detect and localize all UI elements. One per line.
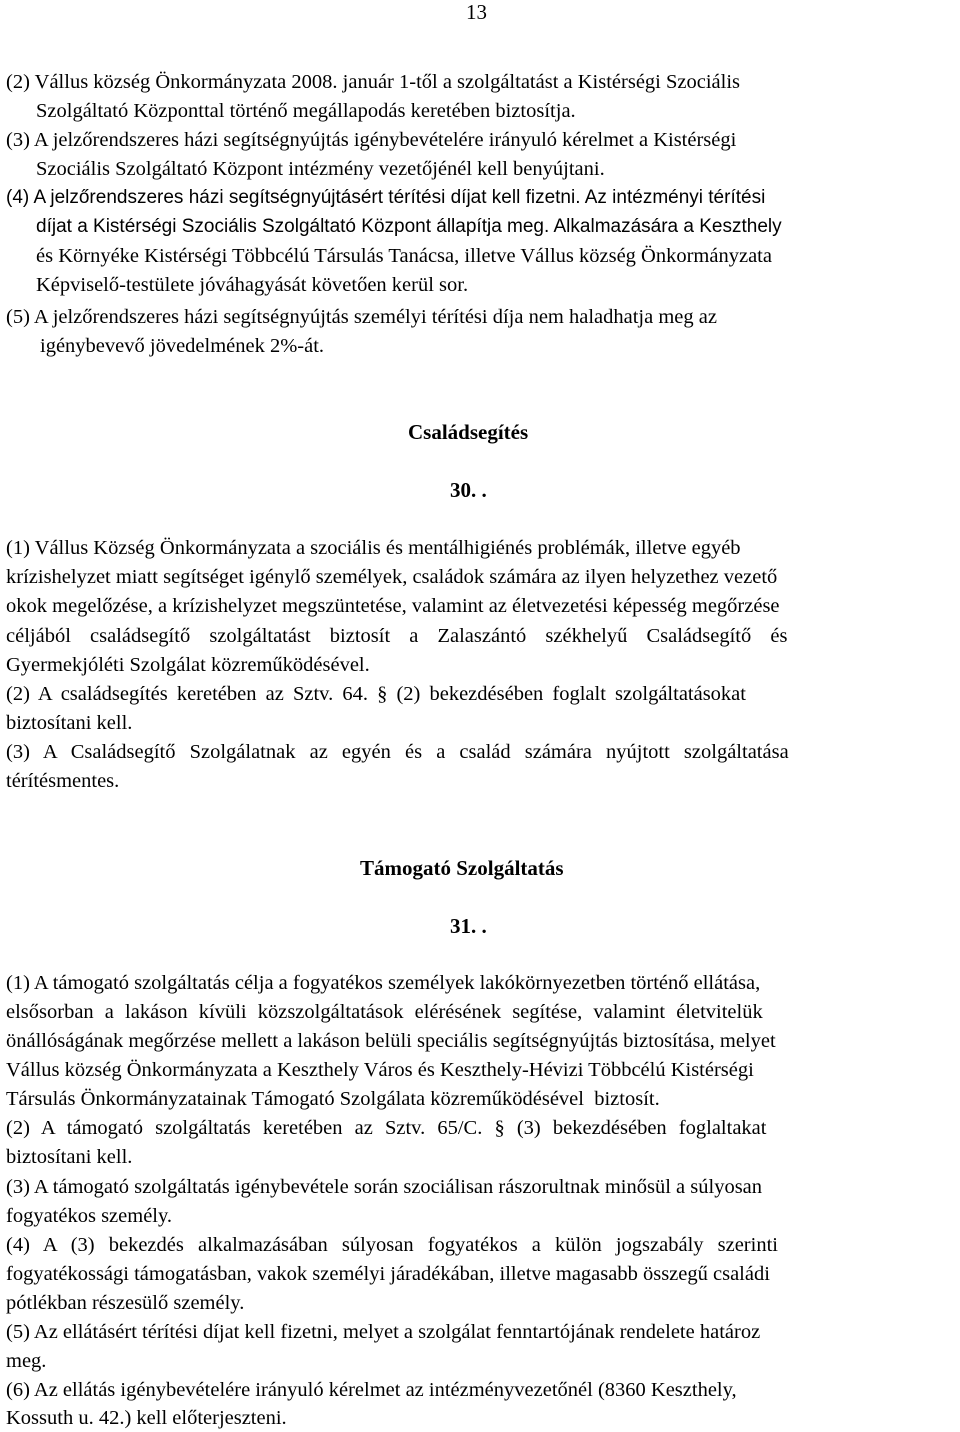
paragraph-line: Képviselő-testülete jóváhagyását követően kerül sor.: [36, 274, 469, 296]
paragraph-line: fogyatékos személy.: [6, 1205, 173, 1227]
paragraph-line: Szolgáltató Központtal történő megállapodás keretében biztosítja.: [36, 100, 576, 122]
paragraph-line: pótlékban részesülő személy.: [6, 1292, 245, 1314]
paragraph-line: Szociális Szolgáltató Központ intézmény vezetőjénél kell benyújtani.: [36, 158, 605, 180]
paragraph-line: krízishelyzet miatt segítséget igénylő személyek, családok számára az ilyen helyzethez vezető: [6, 566, 778, 588]
paragraph-line: Vállus község Önkormányzata a Keszthely Város és Keszthely-Hévizi Többcélú Kistérségi: [6, 1059, 754, 1081]
paragraph-line: (4) A jelzőrendszeres házi segítségnyújtásért térítési díjat kell fizetni. Az intézményi térítési: [6, 187, 766, 208]
paragraph-line: céljából családsegítő szolgáltatást biztosít a Zalaszántó székhelyű Családsegítő és: [6, 625, 788, 647]
paragraph-line: (3) A támogató szolgáltatás igénybevétele során szociálisan rászorultnak minősül a súlyosan: [6, 1176, 763, 1198]
paragraph-line: fogyatékossági támogatásban, vakok személyi járadékában, illetve magasabb összegű családi: [6, 1263, 770, 1285]
paragraph-line: biztosítani kell.: [6, 1146, 133, 1168]
section-number-30: 30. .: [450, 478, 487, 502]
paragraph-line: térítésmentes.: [6, 770, 120, 792]
paragraph-line: okok megelőzése, a krízishelyzet megszüntetése, valamint az életvezetési képesség megőrzése: [6, 595, 780, 617]
paragraph-line: meg.: [6, 1350, 47, 1372]
paragraph-line: (3) A Családsegítő Szolgálatnak az egyén és a család számára nyújtott szolgáltatása: [6, 741, 789, 763]
paragraph-line: és Környéke Kistérségi Többcélú Társulás Tanácsa, illetve Vállus község Önkormányzata: [36, 245, 772, 267]
paragraph-line: (2) A családsegítés keretében az Sztv. 64. § (2) bekezdésében foglalt szolgáltatásokat: [6, 683, 746, 705]
paragraph-line: díjat a Kistérségi Szociális Szolgáltató Központ állapítja meg. Alkalmazására a Keszthely: [36, 216, 782, 237]
section-title-tamogato: Támogató Szolgáltatás: [360, 856, 564, 880]
paragraph-line: (1) A támogató szolgáltatás célja a fogyatékos személyek lakókörnyezetben történő ellátása,: [6, 972, 761, 994]
paragraph-line: elsősorban a lakáson kívüli közszolgáltatások elérésének segítése, valamint életvitelük: [6, 1001, 763, 1023]
paragraph-line: (5) Az ellátásért térítési díjat kell fizetni, melyet a szolgálat fenntartójának rendelete határoz: [6, 1321, 761, 1343]
paragraph-line: (2) Vállus község Önkormányzata 2008. január 1-től a szolgáltatást a Kistérségi Szociális: [6, 71, 740, 93]
paragraph-line: [6, 536, 954, 560]
section-number-31: 31. .: [450, 914, 487, 938]
paragraph-line: biztosítani kell.: [6, 712, 133, 734]
paragraph-line: (5) A jelzőrendszeres házi segítségnyújtás személyi térítési díja nem haladhatja meg az: [6, 306, 717, 328]
paragraph-line: Gyermekjóléti Szolgálat közreműködésével.: [6, 654, 370, 676]
paragraph-line: (3) A jelzőrendszeres házi segítségnyújtás igénybevételére irányuló kérelmet a Kistérségi: [6, 129, 737, 151]
paragraph-line: (6) Az ellátás igénybevételére irányuló kérelmet az intézményvezetőnél (8360 Keszthely,: [6, 1379, 737, 1401]
paragraph-line: Társulás Önkormányzatainak Támogató Szolgálata közreműködésével biztosít.: [6, 1088, 660, 1110]
paragraph-line: (4) A (3) bekezdés alkalmazásában súlyosan fogyatékos a külön jogszabály szerinti: [6, 1234, 778, 1256]
paragraph-line: önállóságának megőrzése mellett a lakáson belüli speciális segítségnyújtás biztosítása, melyet: [6, 1030, 776, 1052]
paragraph-line: igénybevevő jövedelmének 2%-át.: [40, 335, 325, 357]
section-title-csaladsegites: Családsegítés: [408, 420, 529, 444]
page-number: 13: [466, 0, 487, 24]
paragraph-line: Kossuth u. 42.) kell előterjeszteni.: [6, 1407, 287, 1429]
paragraph-line: (2) A támogató szolgáltatás keretében az Sztv. 65/C. § (3) bekezdésében foglaltakat: [6, 1117, 767, 1139]
line-text: (1) Vállus Község Önkormányzata a szociális és mentálhigiénés problémák, illetve egyéb: [6, 537, 741, 559]
